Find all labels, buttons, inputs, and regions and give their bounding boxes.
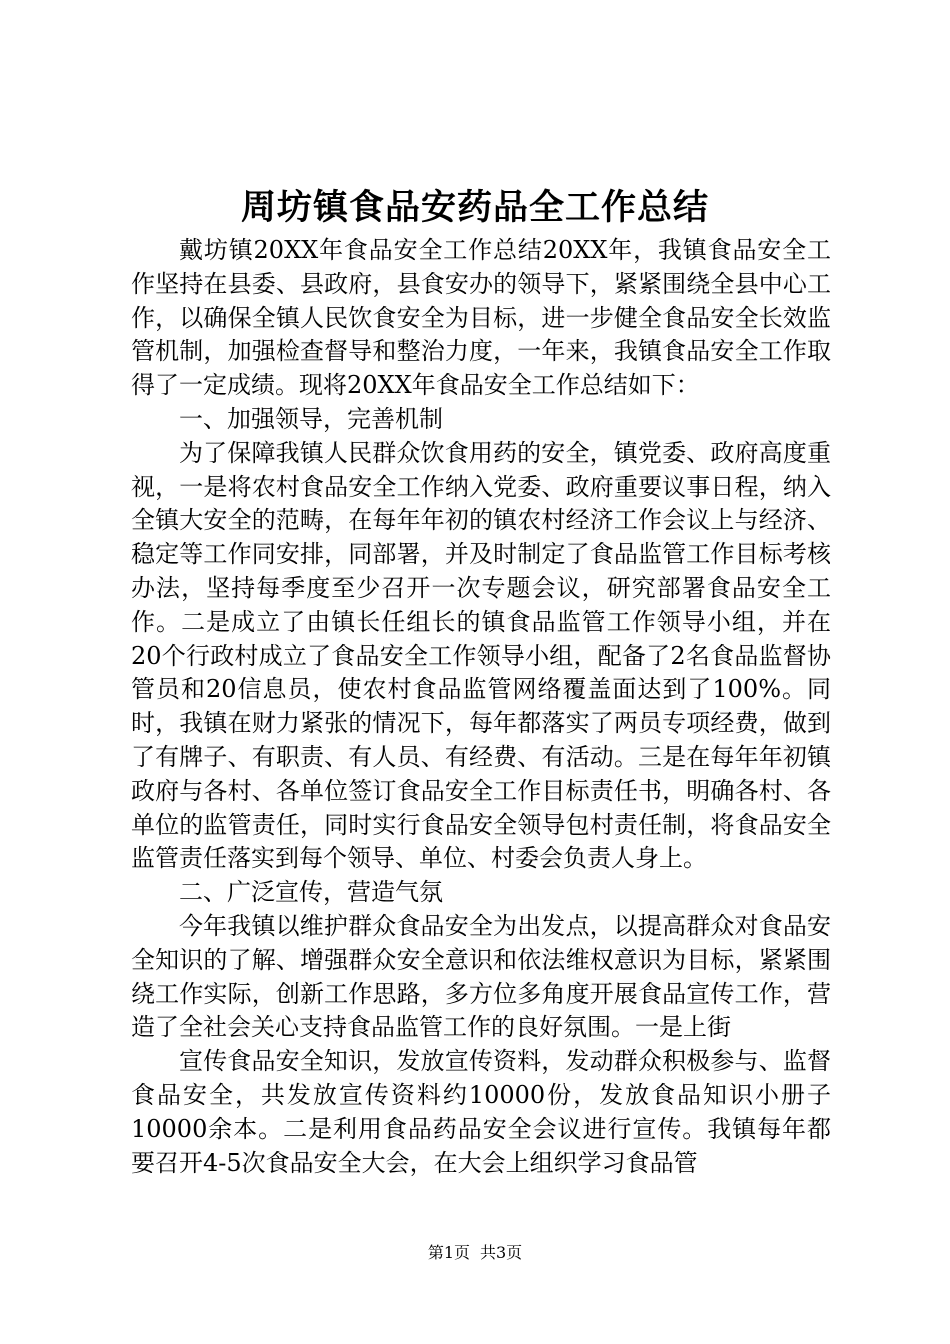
- paragraph-intro: 戴坊镇20XX年食品安全工作总结20XX年，我镇食品安全工作坚持在县委、县政府，县食安办的领导下，紧紧围绕全县中心工作，以确保全镇人民饮食安全为目标，进一步健全食品安全长效监管机制，加强检查督导和整治力度，一年来，我镇食品安全工作取得了一定成绩。现将20XX年食品安全工作总结如下：: [131, 236, 831, 400]
- paragraph-section-1: 为了保障我镇人民群众饮食用药的安全，镇党委、政府高度重视，一是将农村食品安全工作纳入党委、政府重要议事日程，纳入全镇大安全的范畴，在每年年初的镇农村经济工作会议上与经济、稳定等工作同安排，同部署，并及时制定了食品监管工作目标考核办法，坚持每季度至少召开一次专题会议，研究部署食品安全工作。二是成立了由镇长任组长的镇食品监管工作领导小组，并在20个行政村成立了食品安全工作领导小组，配备了2名食品监督协管员和20信息员，使农村食品监管网络覆盖面达到了100%。同时，我镇在财力紧张的情况下，每年都落实了两员专项经费，做到了有牌子、有职责、有人员、有经费、有活动。三是在每年年初镇政府与各村、各单位签订食品安全工作目标责任书，明确各村、各单位的监管责任，同时实行食品安全领导包村责任制，将食品安全监管责任落实到每个领导、单位、村委会负责人身上。: [131, 438, 831, 873]
- section-heading-1: 一、加强领导，完善机制: [179, 404, 443, 433]
- paragraph-section-2-continued: 宣传食品安全知识，发放宣传资料，发动群众积极参与、监督食品安全，共发放宣传资料约10000份，发放食品知识小册子10000余本。二是利用食品药品安全会议进行宣传。我镇每年都要召开4-5次食品安全大会，在大会上组织学习食品管: [131, 1047, 831, 1177]
- paragraph-section-2: 今年我镇以维护群众食品安全为出发点，以提高群众对食品安全知识的了解、增强群众安全意识和依法维权意识为目标，紧紧围绕工作实际，创新工作思路，多方位多角度开展食品宣传工作，营造了全社会关心支持食品监管工作的良好氛围。一是上街: [131, 911, 831, 1042]
- section-heading-2: 二、广泛宣传，营造气氛: [179, 878, 443, 907]
- document-title: 周坊镇食品安药品全工作总结: [240, 187, 709, 228]
- document-body: [131, 234, 831, 1180]
- page-total: 共3页: [480, 1243, 523, 1262]
- page-number: 第1页: [427, 1243, 470, 1262]
- page-footer: [0, 1241, 950, 1265]
